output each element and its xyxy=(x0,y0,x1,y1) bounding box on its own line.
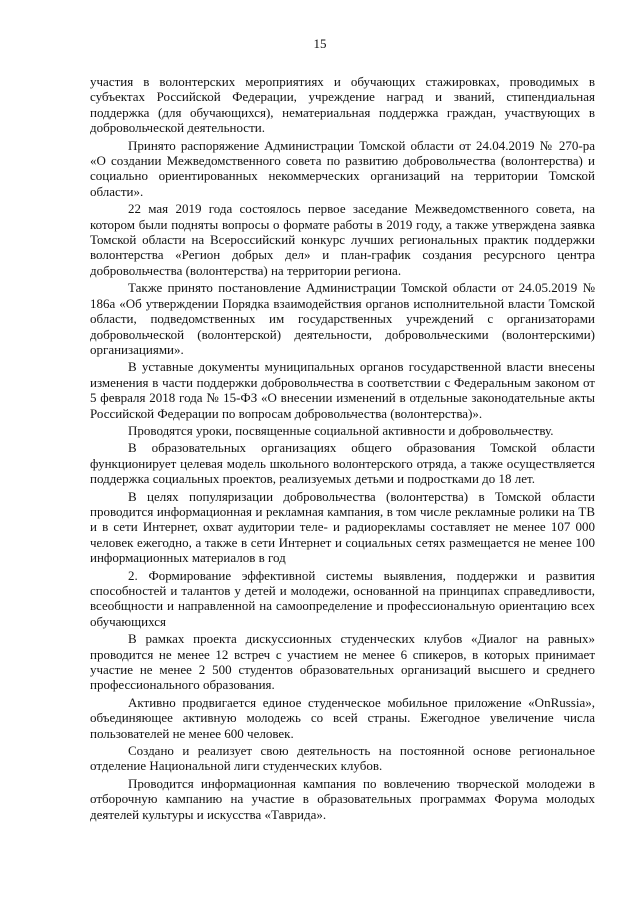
paragraph-council-meeting: 22 мая 2019 года состоялось первое заседание Межведомственного совета, на котором были подняты вопросы о формате работы в 2019 году, а также утверждена заявка Томской области на Всероссийский конкурс лучших региональных практик поддержки волонтерства «Регион добрых дел» и план-график создания ресурсного центра добровольчества (волонтерства) на территории региона. xyxy=(90,201,595,278)
paragraph-school-volunteer-model: В образовательных организациях общего образования Томской области функционирует целевая модель школьного волонтерского отряда, а также осуществляется поддержка социальных проектов, реализуемых детьми и подростками до 18 лет. xyxy=(90,440,595,487)
paragraph-tavrida-forum: Проводится информационная кампания по вовлечению творческой молодежи в отборочную кампанию на участие в образовательных программах Форума молодых деятелей культуры и искусства «Таврида». xyxy=(90,775,595,822)
paragraph-continuation: участия в волонтерских мероприятиях и обучающих стажировках, проводимых в субъектах Российской Федерации, учреждение наград и званий, стипендиальная поддержка (для обучающихся), нематериальная поддержка граждан, участвующих в добровольческой деятельности. xyxy=(90,74,595,136)
paragraph-onrussia-app: Активно продвигается единое студенческое мобильное приложение «OnRussia», объединяющее активную молодежь со всей страны. Ежегодное увеличение числа пользователей не менее 600 человек. xyxy=(90,694,595,741)
paragraph-section-2-heading: 2. Формирование эффективной системы выявления, поддержки и развития способностей и талантов у детей и молодежи, основанной на принципах справедливости, всеобщности и направленной на самоопределение и профессиональную ориентацию всех обучающихся xyxy=(90,567,595,629)
page-number: 15 xyxy=(313,36,327,51)
paragraph-order-270-ra: Принято распоряжение Администрации Томской области от 24.04.2019 № 270-ра «О создании Межведомственного совета по развитию добровольчества (волонтерства) и социально ориентированных некоммерческих организаций на территории Томской области». xyxy=(90,137,595,199)
paragraph-info-campaign: В целях популяризации добровольчества (волонтерства) в Томской области проводится информационная и рекламная кампания, в том числе рекламные ролики на ТВ и в сети Интернет, охват аудитории теле- и радиорекламы составляет не менее 107 000 человек ежегодно, а также в сети Интернет и социальных сетях размещается не менее 100 информационных материалов в год xyxy=(90,488,595,566)
document-body xyxy=(90,74,595,824)
paragraph-municipal-charters: В уставные документы муниципальных органов государственной власти внесены изменения в части поддержки добровольчества в соответствии с Федеральным законом от 5 февраля 2018 года № 15-ФЗ «О внесении изменений в отдельные законодательные акты Российской Федерации по вопросам добровольчества (волонтерства)». xyxy=(90,359,595,421)
paragraph-resolution-186a: Также принято постановление Администрации Томской области от 24.05.2019 № 186а «Об утверждении Порядка взаимодействия органов исполнительной власти Томской области, подведомственных им государственных учреждений с организаторами добровольческой (волонтерской) деятельности, добровольческими (волонтерскими) организациями». xyxy=(90,280,595,357)
paragraph-lessons: Проводятся уроки, посвященные социальной активности и добровольчеству. xyxy=(128,422,554,438)
paragraph-dialog-clubs: В рамках проекта дискуссионных студенческих клубов «Диалог на равных» проводится не менее 12 встреч с участием не менее 6 спикеров, в которых принимает участие не менее 2 500 студентов образовательных организаций высшего и среднего профессионального образования. xyxy=(90,631,595,693)
paragraph-student-league: Создано и реализует свою деятельность на постоянной основе региональное отделение Национальной лиги студенческих клубов. xyxy=(90,743,595,774)
